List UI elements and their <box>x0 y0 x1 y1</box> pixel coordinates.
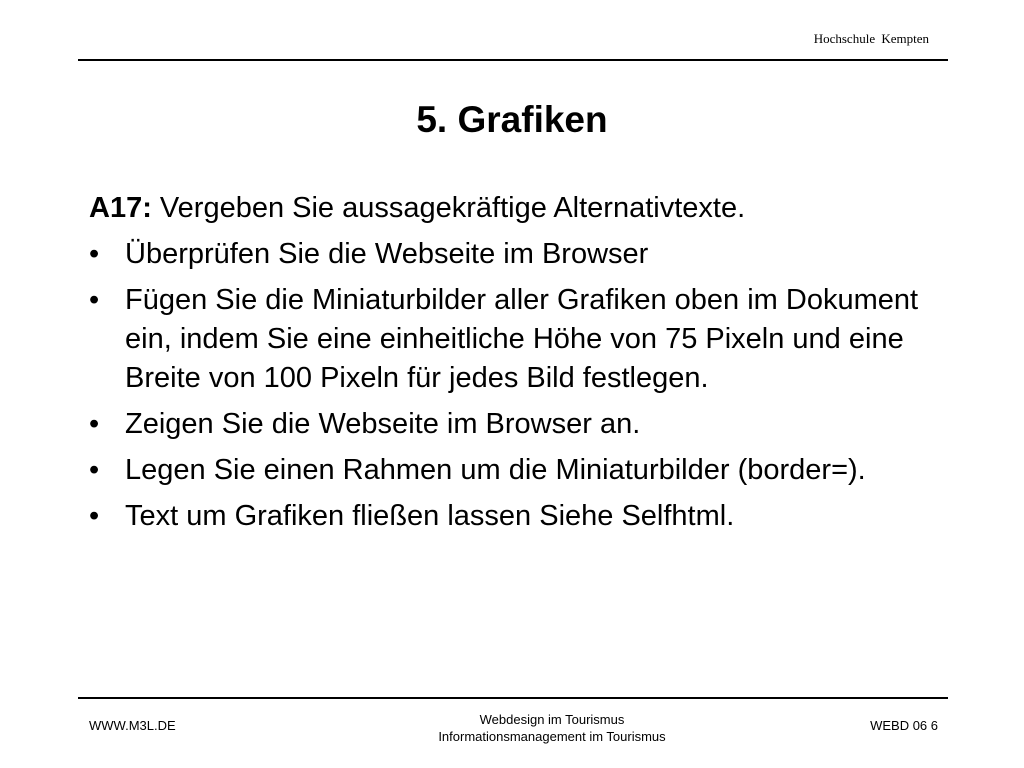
bullet-item-1 <box>89 235 949 274</box>
footer-website: WWW.M3L.DE <box>89 718 176 733</box>
bullet-icon: • <box>89 454 100 486</box>
footer-course <box>362 711 742 745</box>
footer-slide-number: WEBD 06 6 <box>870 718 938 733</box>
task-text: Vergeben Sie aussagekräftige Alternativtexte. <box>151 192 746 224</box>
task-label: A17: <box>89 192 152 224</box>
header-divider <box>78 59 948 61</box>
footer-course-line2: Informationsmanagement im Tourismus <box>438 729 666 744</box>
bullet-item-2 <box>89 281 949 398</box>
bullet-icon: • <box>89 500 100 532</box>
task-line <box>89 189 949 228</box>
bullet-text: Text um Grafiken fließen lassen Siehe Selfhtml. <box>125 500 735 532</box>
bullet-icon: • <box>89 238 100 270</box>
bullet-icon: • <box>89 408 100 440</box>
bullet-text: Überprüfen Sie die Webseite im Browser <box>125 238 649 270</box>
bullet-item-3 <box>89 405 949 444</box>
bullet-item-5 <box>89 497 949 536</box>
bullet-text: Zeigen Sie die Webseite im Browser an. <box>125 408 641 440</box>
bullet-text: Legen Sie einen Rahmen um die Miniaturbilder (border=). <box>125 454 866 486</box>
footer-divider <box>78 697 948 699</box>
bullet-icon: • <box>89 284 100 316</box>
bullet-list <box>89 235 949 536</box>
footer-course-line1: Webdesign im Tourismus <box>479 712 625 727</box>
header-institution: Hochschule Kempten <box>813 31 929 46</box>
bullet-text: Fügen Sie die Miniaturbilder aller Grafiken oben im Dokument ein, indem Sie eine einheitliche Höhe von 75 Pixeln und eine Breite von 100 Pixeln für jedes Bild festlegen. <box>125 284 919 394</box>
slide-title: 5. Grafiken <box>416 99 608 140</box>
bullet-item-4 <box>89 451 949 490</box>
slide-content <box>89 189 949 543</box>
